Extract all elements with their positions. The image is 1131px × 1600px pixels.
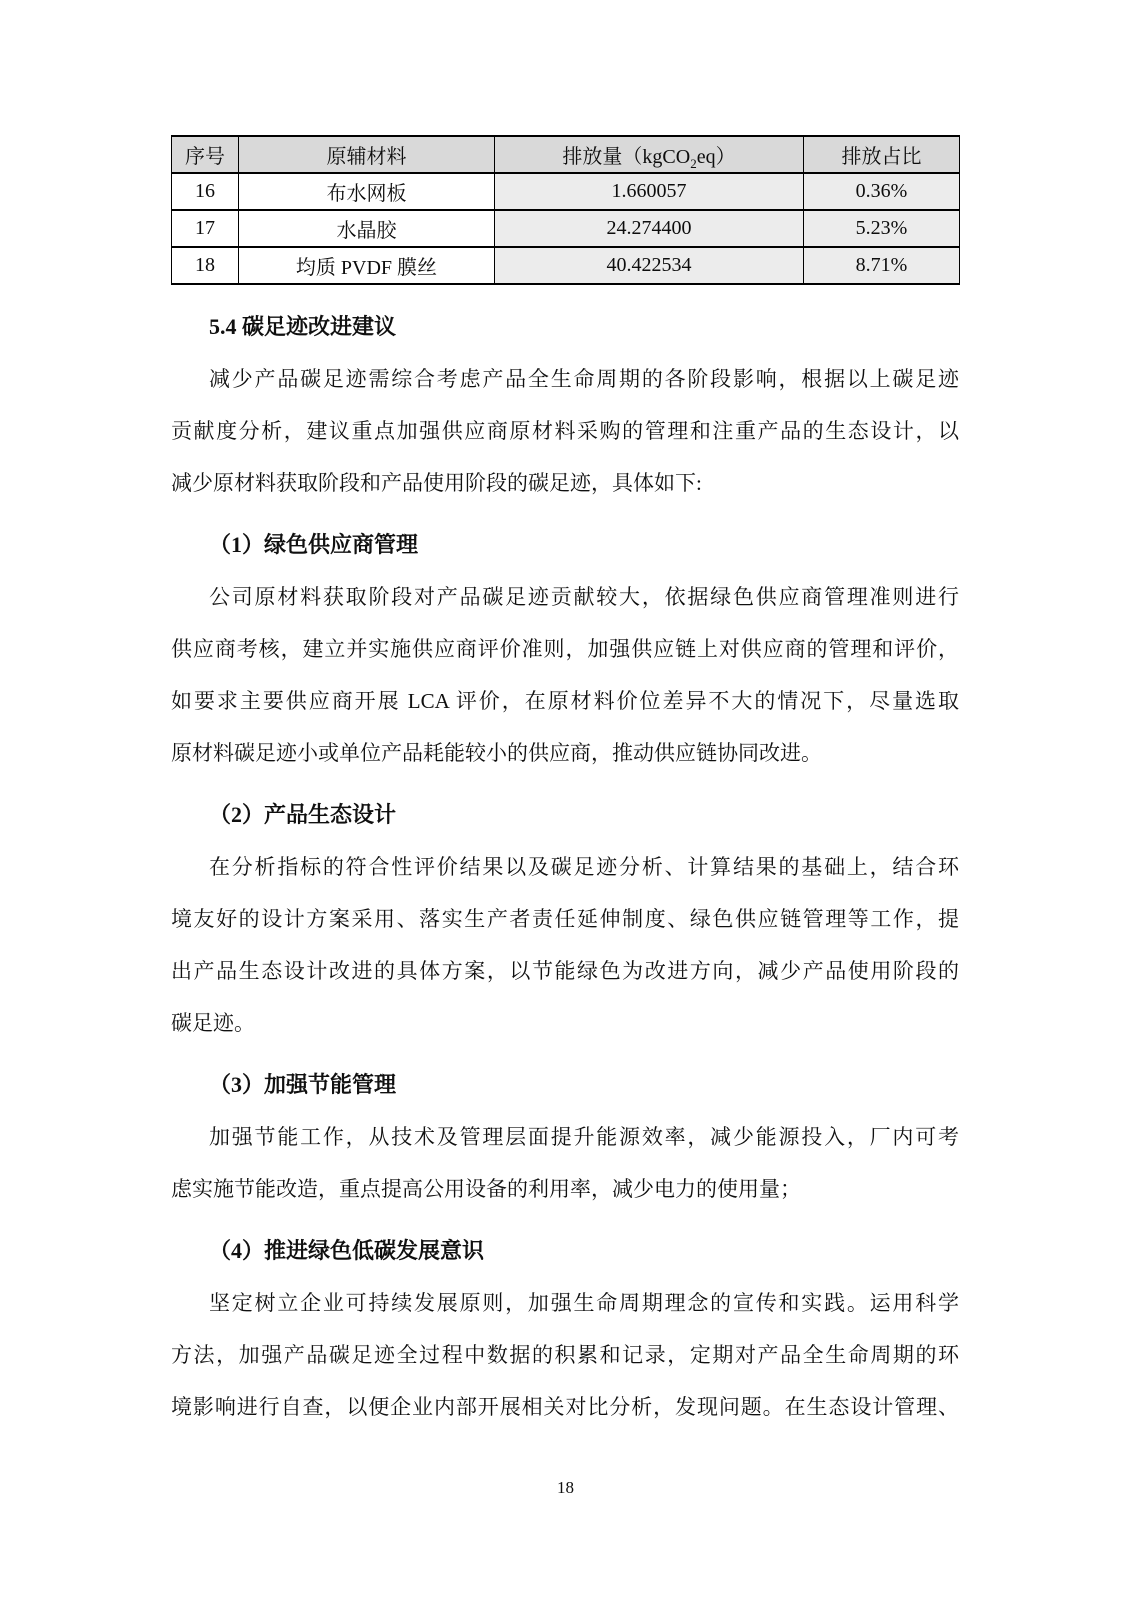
- paragraph-line: 公司原材料获取阶段对产品碳足迹贡献较大，依据绿色供应商管理准则进行: [209, 585, 959, 609]
- table-row: [172, 173, 960, 210]
- subsection-heading-4: （4）推进绿色低碳发展意识: [209, 1238, 485, 1263]
- table-header-index: 序号: [172, 136, 239, 173]
- cell-material: 布水网板: [239, 173, 495, 210]
- paragraph-line: 减少原材料获取阶段和产品使用阶段的碳足迹，具体如下:: [171, 471, 702, 495]
- paragraph-line: 在分析指标的符合性评价结果以及碳足迹分析、计算结果的基础上，结合环: [209, 855, 959, 879]
- table-header-material: 原辅材料: [239, 136, 495, 173]
- table-header-share: 排放占比: [804, 136, 960, 173]
- table-header-emission: [495, 136, 804, 173]
- paragraph-line: 境影响进行自查，以便企业内部开展相关对比分析，发现问题。在生态设计管理、: [171, 1395, 959, 1419]
- table-row: [172, 247, 960, 284]
- cell-emission: 40.422534: [495, 247, 804, 284]
- paragraph-line: 供应商考核，建立并实施供应商评价准则，加强供应链上对供应商的管理和评价，: [171, 637, 959, 661]
- cell-share: 5.23%: [804, 210, 960, 247]
- page-number: 18: [557, 1478, 574, 1497]
- paragraph-line: 出产品生态设计改进的具体方案，以节能绿色为改进方向，减少产品使用阶段的: [171, 959, 959, 983]
- intro-paragraph: [171, 353, 959, 509]
- subsection-paragraph-3: [171, 1111, 959, 1215]
- subsection-paragraph-2: [171, 841, 959, 1049]
- subsection-paragraph-4: [171, 1277, 959, 1433]
- cell-material: 水晶胶: [239, 210, 495, 247]
- paragraph-line: 减少产品碳足迹需综合考虑产品全生命周期的各阶段影响，根据以上碳足迹: [209, 367, 959, 391]
- subsection-paragraph-1: [171, 571, 959, 779]
- cell-emission: 24.274400: [495, 210, 804, 247]
- paragraph-line: 加强节能工作，从技术及管理层面提升能源效率，减少能源投入，厂内可考: [209, 1125, 959, 1149]
- paragraph-line: 坚定树立企业可持续发展原则，加强生命周期理念的宣传和实践。运用科学: [209, 1291, 959, 1315]
- cell-index: 16: [172, 173, 239, 210]
- paragraph-line: 如要求主要供应商开展 LCA 评价，在原材料价位差异不大的情况下，尽量选取: [171, 689, 959, 713]
- table-header-row: [172, 136, 960, 173]
- cell-material: 均质 PVDF 膜丝: [239, 247, 495, 284]
- paragraph-line: 原材料碳足迹小或单位产品耗能较小的供应商，推动供应链协同改进。: [171, 741, 822, 765]
- subsection-heading-3: （3）加强节能管理: [209, 1072, 397, 1097]
- cell-share: 0.36%: [804, 173, 960, 210]
- subsection-heading-1: （1）绿色供应商管理: [209, 532, 419, 557]
- paragraph-line: 境友好的设计方案采用、落实生产者责任延伸制度、绿色供应链管理等工作，提: [171, 907, 959, 931]
- cell-index: 18: [172, 247, 239, 284]
- paragraph-line: 方法，加强产品碳足迹全过程中数据的积累和记录，定期对产品全生命周期的环: [171, 1343, 959, 1367]
- cell-index: 17: [172, 210, 239, 247]
- emission-header-suffix: eq）: [696, 146, 736, 168]
- table-row: [172, 210, 960, 247]
- paragraph-line: 碳足迹。: [171, 1011, 255, 1035]
- paragraph-line: 虑实施节能改造，重点提高公用设备的利用率，减少电力的使用量；: [171, 1177, 801, 1201]
- paragraph-line: 贡献度分析，建议重点加强供应商原材料采购的管理和注重产品的生态设计，以: [171, 419, 959, 443]
- cell-share: 8.71%: [804, 247, 960, 284]
- section-heading-5-4: 5.4 碳足迹改进建议: [209, 314, 397, 339]
- cell-emission: 1.660057: [495, 173, 804, 210]
- emission-header-subscript: 2: [690, 156, 697, 171]
- subsection-heading-2: （2）产品生态设计: [209, 802, 397, 827]
- emission-header-prefix: 排放量（kgCO: [562, 146, 691, 168]
- emissions-table: [171, 135, 960, 285]
